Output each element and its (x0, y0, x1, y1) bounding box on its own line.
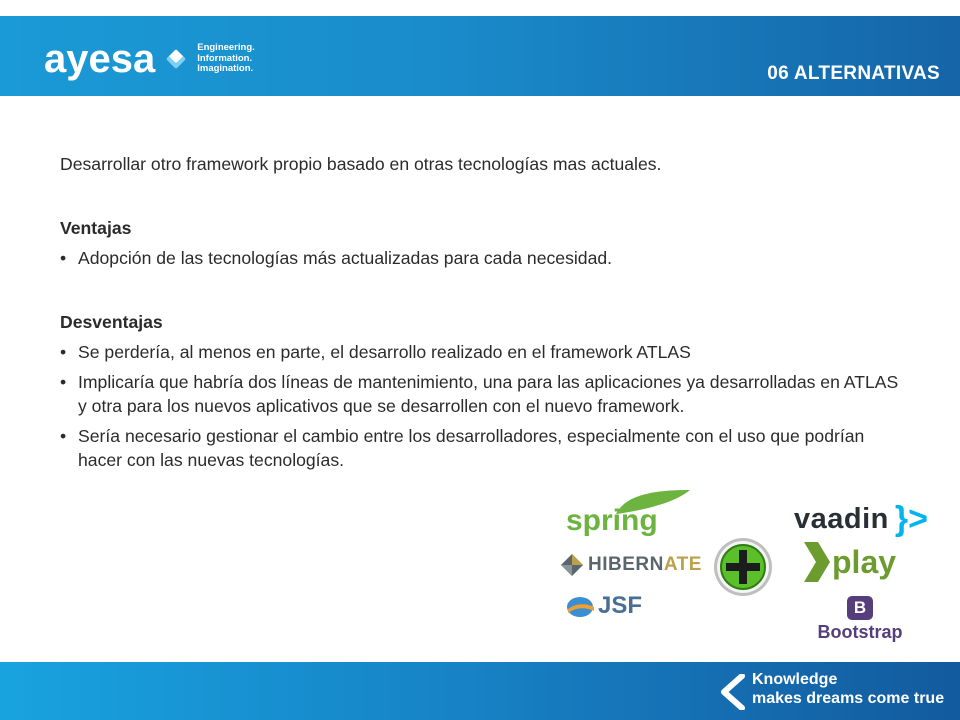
hibernate-main: HIBERN (588, 554, 664, 575)
disadvantages-list (60, 340, 910, 472)
play-wordmark: play (832, 543, 897, 580)
jsf-swoosh-icon (566, 593, 596, 619)
plus-icon (712, 536, 774, 598)
logo-wordmark: ayesa (44, 37, 156, 81)
hibernate-cube-icon (560, 553, 584, 577)
footer-line-1: Knowledge (752, 671, 838, 688)
footer-bar (0, 662, 960, 720)
intro-text: Desarrollar otro framework propio basado en otras tecnologías mas actuales. (60, 154, 662, 174)
list-item: • Sería necesario gestionar el cambio entre los desarrolladores, especialmente con el uso que podrían hacer con las nuevas tecnologías. (60, 424, 910, 472)
diamond-icon (166, 49, 186, 69)
tagline-line-3: Imagination. (197, 63, 254, 75)
ayesa-logo (44, 37, 255, 81)
footer-chevron-icon (718, 674, 746, 710)
tagline-line-1: Engineering. (197, 42, 255, 54)
vaadin-wordmark: vaadin (794, 503, 889, 535)
vaadin-logo (794, 500, 928, 539)
play-logo (802, 540, 896, 584)
spring-wordmark: spring (566, 504, 658, 537)
hibernate-wordmark (588, 554, 702, 576)
vaadin-bracket-icon: }> (894, 500, 928, 538)
list-item: • Adopción de las tecnologías más actualizadas para cada necesidad. (60, 246, 910, 270)
footer-line-2: makes dreams come true (752, 690, 945, 707)
bootstrap-b-icon: B (847, 596, 873, 620)
hibernate-accent: ATE (663, 554, 702, 575)
disadvantages-heading: Desventajas (60, 312, 163, 332)
bootstrap-logo (812, 596, 908, 643)
list-item: • Implicaría que habría dos líneas de mantenimiento, una para las aplicaciones ya desarrolladas en ATLAS y otra para los nuevos aplicativos que se desarrollen con el nuevo framework. (60, 370, 910, 418)
header-bar (0, 16, 960, 96)
logo-tagline (197, 43, 255, 75)
footer-slogan (752, 670, 944, 708)
advantages-list (60, 246, 910, 270)
advantages-heading: Ventajas (60, 218, 132, 238)
hibernate-logo (560, 553, 702, 577)
slide-content (60, 152, 910, 478)
list-item: • Se perdería, al menos en parte, el desarrollo realizado en el framework ATLAS (60, 340, 910, 364)
jsf-logo (566, 592, 642, 620)
jsf-wordmark: JSF (598, 592, 643, 619)
tagline-line-2: Information. (197, 52, 253, 64)
bootstrap-wordmark: Bootstrap (817, 622, 903, 642)
play-chevron-icon (802, 540, 832, 584)
section-title: 06 ALTERNATIVAS (767, 63, 940, 84)
